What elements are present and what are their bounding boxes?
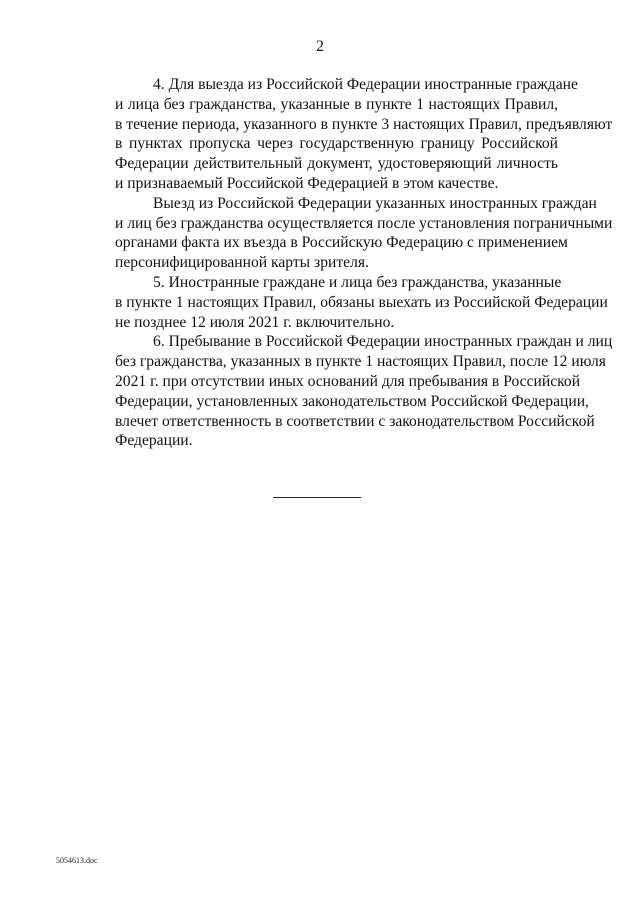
- text-line: и лиц без гражданства осуществляется после установления пограничными: [115, 214, 613, 232]
- text-line: органами факта их въезда в Российскую Федерацию с применением: [115, 234, 568, 252]
- document-file-code: 5054613.doc: [56, 856, 98, 865]
- end-separator-line: [273, 497, 361, 498]
- paragraph-exit-deadline: [77, 273, 608, 332]
- text-line: Федерации, установленных законодательством Российской Федерации,: [115, 392, 589, 410]
- text-line: в пункте 1 настоящих Правил, обязаны выехать из Российской Федерации: [115, 293, 608, 311]
- document-body: [77, 75, 613, 451]
- paragraph-exit-documents: [77, 75, 613, 194]
- text-line: не позднее 12 июля 2021 г. включительно.: [115, 313, 395, 331]
- text-line: без гражданства, указанных в пункте 1 настоящих Правил, после 12 июля: [115, 353, 606, 371]
- text-line: и лица без гражданства, указанные в пункте 1 настоящих Правил,: [115, 95, 558, 113]
- text-line: 2021 г. при отсутствии иных оснований для пребывания в Российской: [115, 372, 581, 390]
- paragraph-liability: [77, 332, 613, 451]
- text-line: персонифицированной карты зрителя.: [115, 254, 369, 272]
- text-line: Выезд из Российской Федерации указанных иностранных граждан: [153, 194, 597, 212]
- paragraph-exit-procedure: [77, 194, 613, 273]
- text-line: в пунктах пропуска через государственную границу Российской: [115, 135, 558, 153]
- text-line: 6. Пребывание в Российской Федерации иностранных граждан и лиц: [153, 333, 613, 351]
- text-line: и признаваемый Российской Федерацией в этом качестве.: [115, 174, 499, 192]
- text-line: Федерации.: [115, 432, 193, 450]
- text-line: влечет ответственность в соответствии с законодательством Российской: [115, 412, 595, 430]
- text-line: в течение периода, указанного в пункте 3 настоящих Правил, предъявляют: [115, 115, 613, 133]
- text-line: 4. Для выезда из Российской Федерации иностранные граждане: [153, 76, 578, 93]
- text-line: Федерации действительный документ, удостоверяющий личность: [115, 155, 558, 173]
- text-line: 5. Иностранные граждане и лица без гражданства, указанные: [153, 273, 562, 291]
- page-number: 2: [316, 38, 324, 55]
